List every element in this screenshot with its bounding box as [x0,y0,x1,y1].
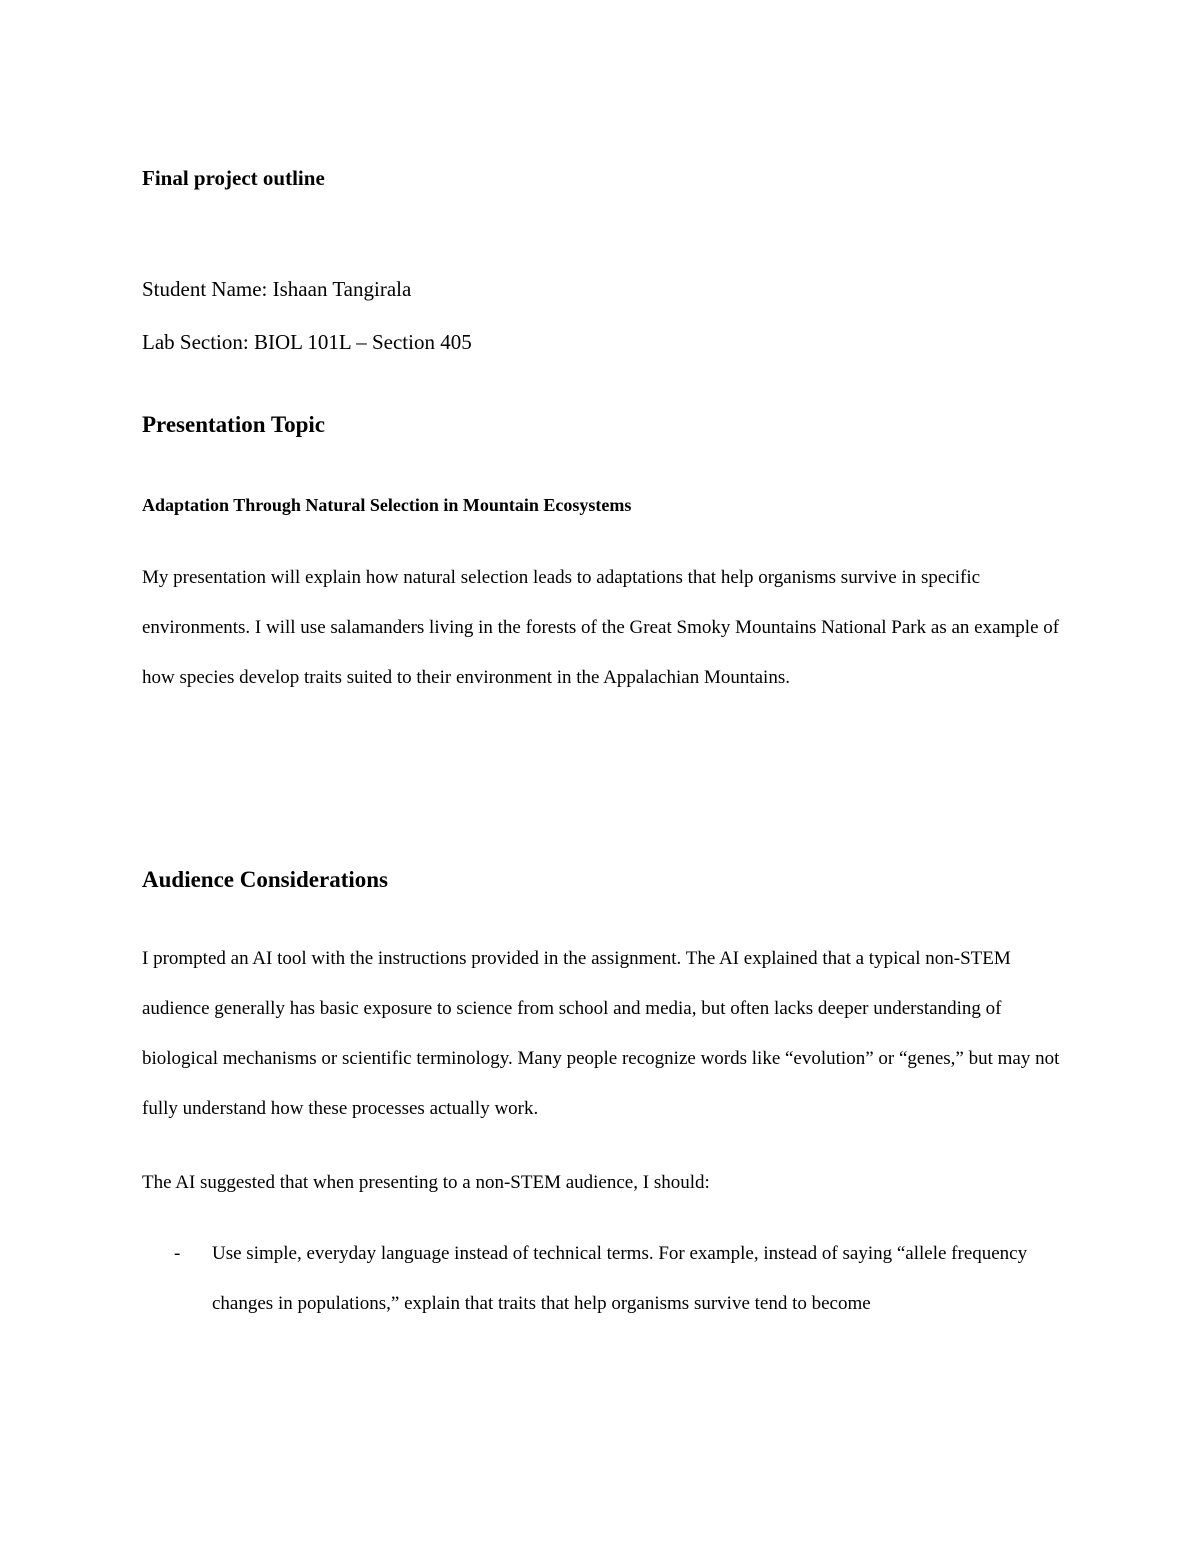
bullet-marker: - [174,1243,181,1264]
list-item [142,1229,1072,1329]
topic-subheading: Adaptation Through Natural Selection in Mountain Ecosystems [142,495,632,515]
audience-paragraph: I prompted an AI tool with the instructions provided in the assignment. The AI explained that a typical non-STEM audience generally has basic exposure to science from school and media, but often lacks deeper understanding of biological mechanisms or scientific terminology. Many people recognize words like “evolution” or “genes,” but may not fully understand how these processes actually work. [142,948,1060,1119]
list-item-text: Use simple, everyday language instead of technical terms. For example, instead of saying “allele frequency changes in populations,” explain that traits that help organisms survive tend to become [212,1243,1028,1314]
document-title: Final project outline [142,166,325,190]
topic-paragraph: My presentation will explain how natural selection leads to adaptations that help organisms survive in specific environments. I will use salamanders living in the forests of the Great Smoky Mountains National Park as an example of how species develop traits suited to their environment in the Appalachian Mountains. [142,567,1060,688]
lab-section-line: Lab Section: BIOL 101L – Section 405 [142,330,472,354]
suggestion-intro: The AI suggested that when presenting to a non-STEM audience, I should: [142,1172,710,1193]
audience-considerations-heading: Audience Considerations [142,867,388,892]
suggestion-list [142,1229,1072,1329]
presentation-topic-heading: Presentation Topic [142,412,325,437]
student-name-line: Student Name: Ishaan Tangirala [142,277,412,301]
